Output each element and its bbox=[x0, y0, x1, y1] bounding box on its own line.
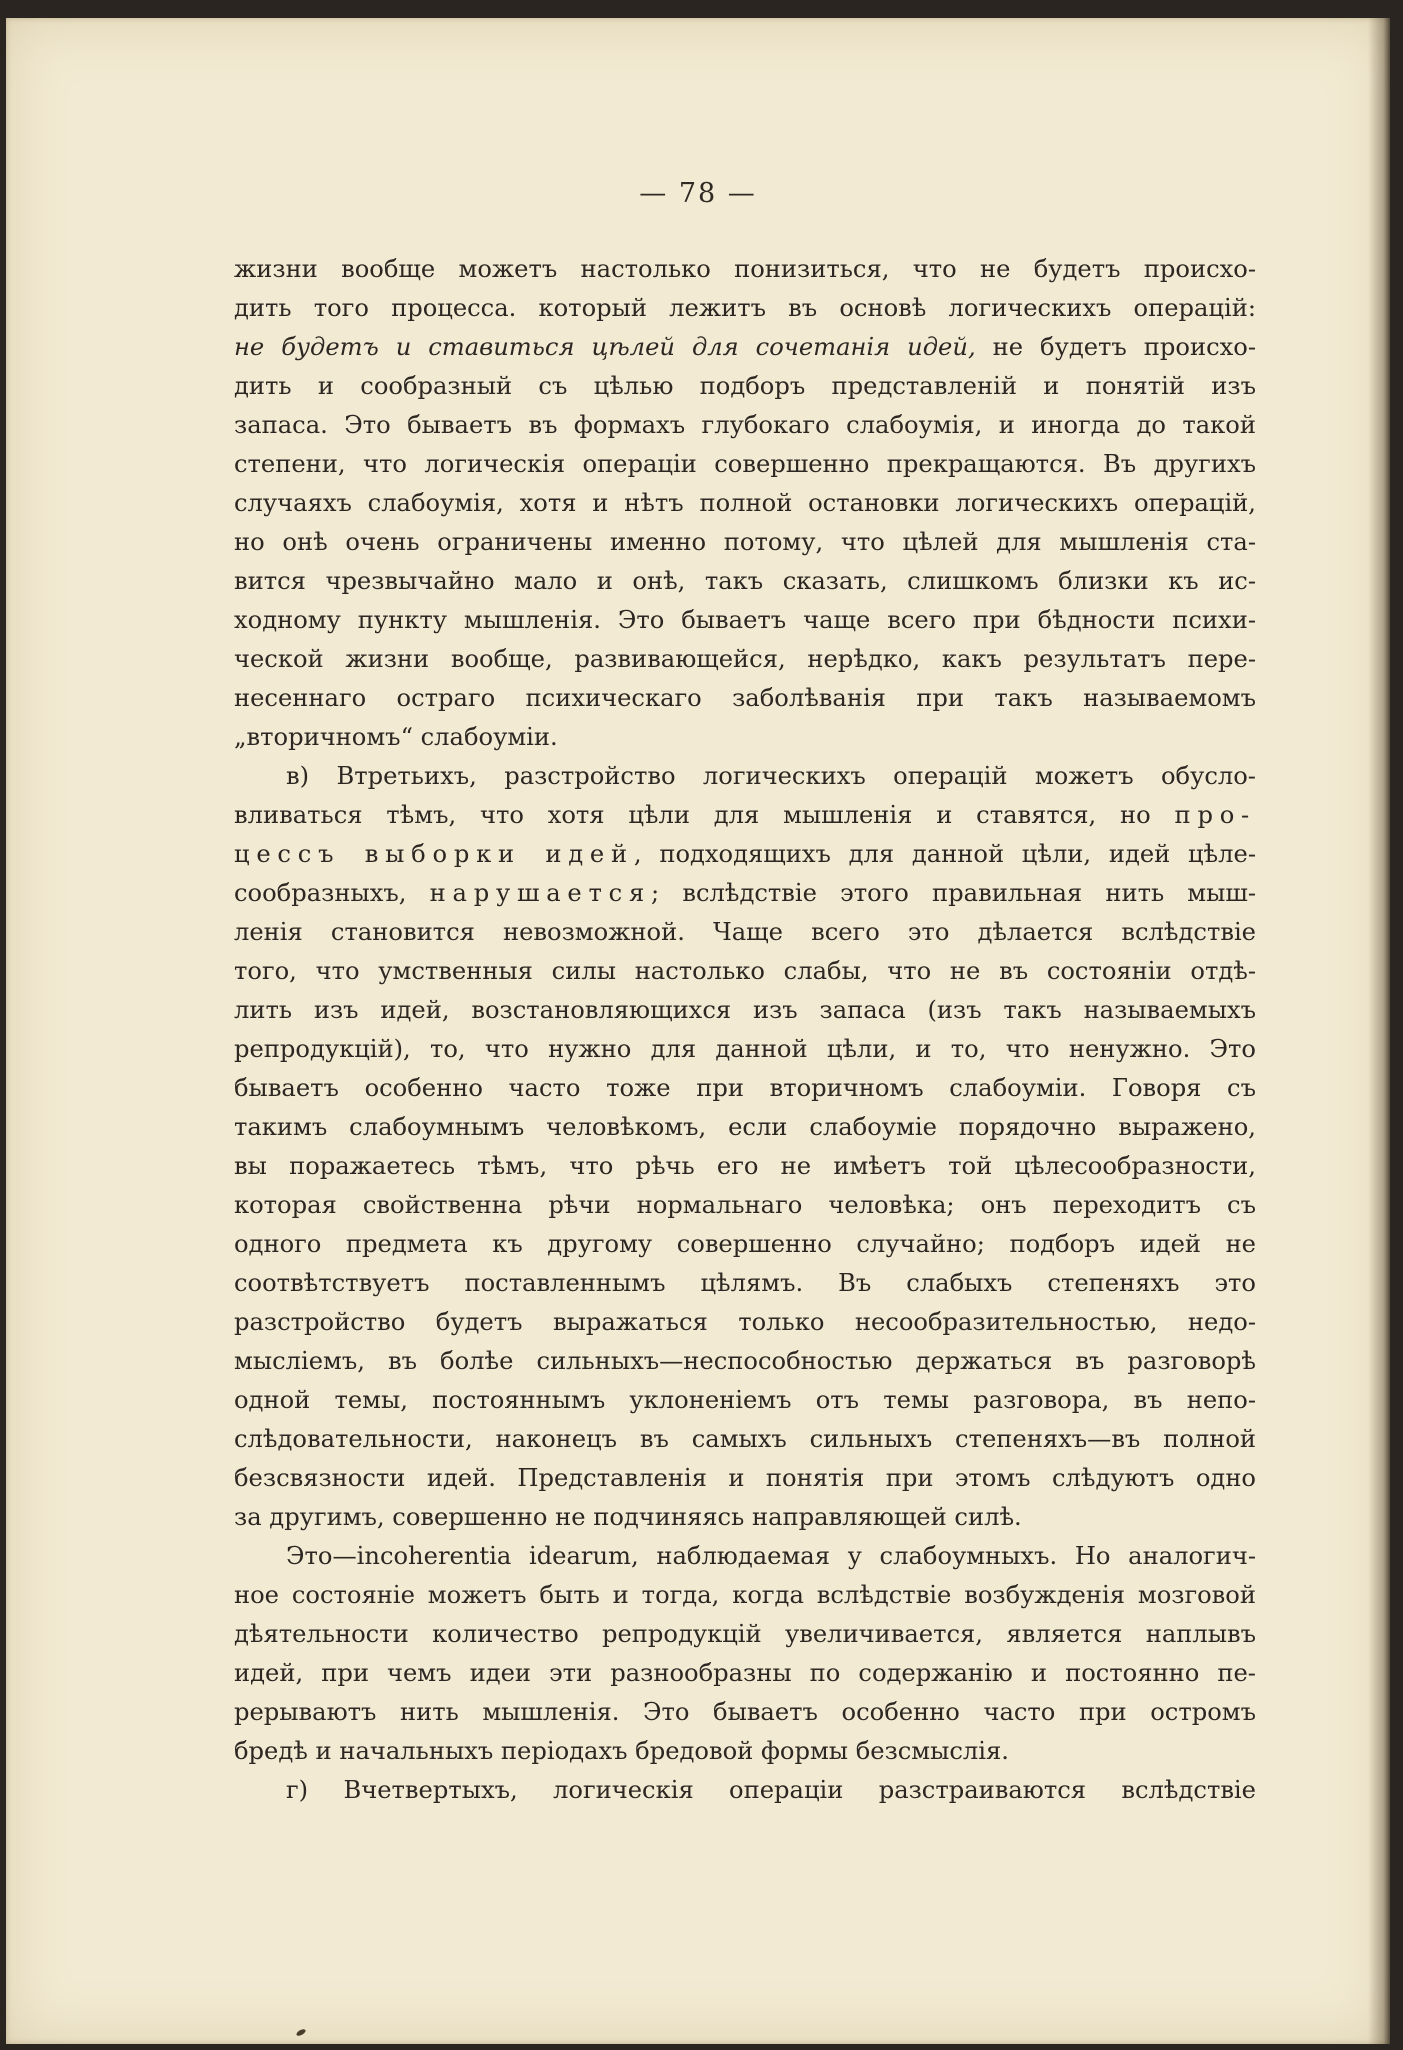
text-line: бываетъ особенно часто тоже при вторичномъ слабоуміи. Говоря съ bbox=[234, 1074, 1256, 1102]
text-line: дить и сообразный съ цѣлью подборъ представленій и понятій изъ bbox=[234, 372, 1256, 400]
spaced-emphasis: нарушается bbox=[429, 879, 652, 907]
text-line: слѣдовательности, наконецъ въ самыхъ сильныхъ степеняхъ—въ полной bbox=[234, 1425, 1256, 1453]
spaced-emphasis: про- bbox=[1174, 801, 1256, 829]
text-line: цессъ выборки идей, подходящихъ для данной цѣли, идей цѣле- bbox=[234, 840, 1256, 868]
text-line: разстройство будетъ выражаться только несообразительностью, недо- bbox=[234, 1308, 1256, 1336]
text-line: сообразныхъ, нарушается; вслѣдствіе этого правильная нить мыш- bbox=[234, 879, 1256, 907]
text-line: репродукцій), то, что нужно для данной цѣли, и то, что ненужно. Это bbox=[234, 1035, 1256, 1063]
text-line: вится чрезвычайно мало и онѣ, такъ сказать, слишкомъ близки къ ис- bbox=[234, 567, 1256, 595]
text-line: рерываютъ нить мышленія. Это бываетъ особенно часто при остромъ bbox=[234, 1698, 1256, 1726]
text-line: лить изъ идей, возстановляющихся изъ запаса (изъ такъ называемыхъ bbox=[234, 996, 1256, 1024]
spaced-emphasis: цессъ выборки идей bbox=[234, 840, 634, 868]
text-line: степени, что логическія операціи совершенно прекращаются. Въ другихъ bbox=[234, 450, 1256, 478]
text-line: того, что умственныя силы настолько слабы, что не въ состояніи отдѣ- bbox=[234, 957, 1256, 985]
text-line: соотвѣтствуетъ поставленнымъ цѣлямъ. Въ слабыхъ степеняхъ это bbox=[234, 1269, 1256, 1297]
body-text bbox=[234, 250, 1256, 1810]
ink-speck bbox=[295, 2028, 306, 2037]
text-line: несеннаго остраго психическаго заболѣванія при такъ называемомъ bbox=[234, 684, 1256, 712]
text-line: одной темы, постояннымъ уклоненіемъ отъ темы разговора, въ непо- bbox=[234, 1386, 1256, 1414]
text-line: мысліемъ, въ болѣе сильныхъ—неспособностью держаться въ разговорѣ bbox=[234, 1347, 1256, 1375]
text-line: ческой жизни вообще, развивающейся, нерѣдко, какъ результатъ пере- bbox=[234, 645, 1256, 673]
text-line: жизни вообще можетъ настолько понизиться, что не будетъ происхо- bbox=[234, 255, 1256, 283]
text-line: безсвязности идей. Представленія и понятія при этомъ слѣдуютъ одно bbox=[234, 1464, 1256, 1492]
text-line: запаса. Это бываетъ въ формахъ глубокаго слабоумія, и иногда до такой bbox=[234, 411, 1256, 439]
text-line: ное состояніе можетъ быть и тогда, когда вслѣдствіе возбужденія мозговой bbox=[234, 1581, 1256, 1609]
text-line: бредѣ и начальныхъ періодахъ бредовой формы безсмыслія. bbox=[234, 1737, 1009, 1765]
text-line: вливаться тѣмъ, что хотя цѣли для мышленія и ставятся, но про- bbox=[234, 801, 1256, 829]
text-line: случаяхъ слабоумія, хотя и нѣтъ полной остановки логическихъ операцій, bbox=[234, 489, 1256, 517]
text-line: которая свойственна рѣчи нормальнаго человѣка; онъ переходитъ съ bbox=[234, 1191, 1256, 1219]
text-line: ленія становится невозможной. Чаще всего это дѣлается вслѣдствіе bbox=[234, 918, 1256, 946]
text-line: „вторичномъ“ слабоуміи. bbox=[234, 723, 558, 751]
text-line: идей, при чемъ идеи эти разнообразны по содержанію и постоянно пе- bbox=[234, 1659, 1256, 1687]
paragraph-start-line: в) Втретьихъ, разстройство логическихъ операцій можетъ обусло- bbox=[286, 762, 1256, 790]
text-line: ходному пункту мышленія. Это бываетъ чаще всего при бѣдности психи- bbox=[234, 606, 1256, 634]
text-line: вы поражаетесь тѣмъ, что рѣчь его не имѣетъ той цѣлесообразности, bbox=[234, 1152, 1256, 1180]
page-spine-shadow bbox=[1368, 18, 1390, 2044]
book-page bbox=[6, 18, 1390, 2044]
text-line: за другимъ, совершенно не подчиняясь направляющей силѣ. bbox=[234, 1503, 1022, 1531]
text-line: не будетъ и ставиться цѣлей для сочетанія идей, не будетъ происхо- bbox=[234, 333, 1256, 361]
italic-phrase: не будетъ и ставиться цѣлей для сочетанія идей, bbox=[234, 333, 976, 361]
paragraph-start-line: г) Вчетвертыхъ, логическія операціи разстраиваются вслѣдствіе bbox=[286, 1776, 1256, 1804]
text-line: дить того процесса. который лежитъ въ основѣ логическихъ операцій: bbox=[234, 294, 1256, 322]
text-line: такимъ слабоумнымъ человѣкомъ, если слабоуміе порядочно выражено, bbox=[234, 1113, 1256, 1141]
paragraph-start-line: Это—incoherentia idearum, наблюдаемая у слабоумныхъ. Но аналогич- bbox=[286, 1542, 1256, 1570]
text-line: одного предмета къ другому совершенно случайно; подборъ идей не bbox=[234, 1230, 1256, 1258]
text-line: дѣятельности количество репродукцій увеличивается, является наплывъ bbox=[234, 1620, 1256, 1648]
page-number: — 78 — bbox=[639, 178, 757, 209]
text-line: но онѣ очень ограничены именно потому, что цѣлей для мышленія ста- bbox=[234, 528, 1256, 556]
